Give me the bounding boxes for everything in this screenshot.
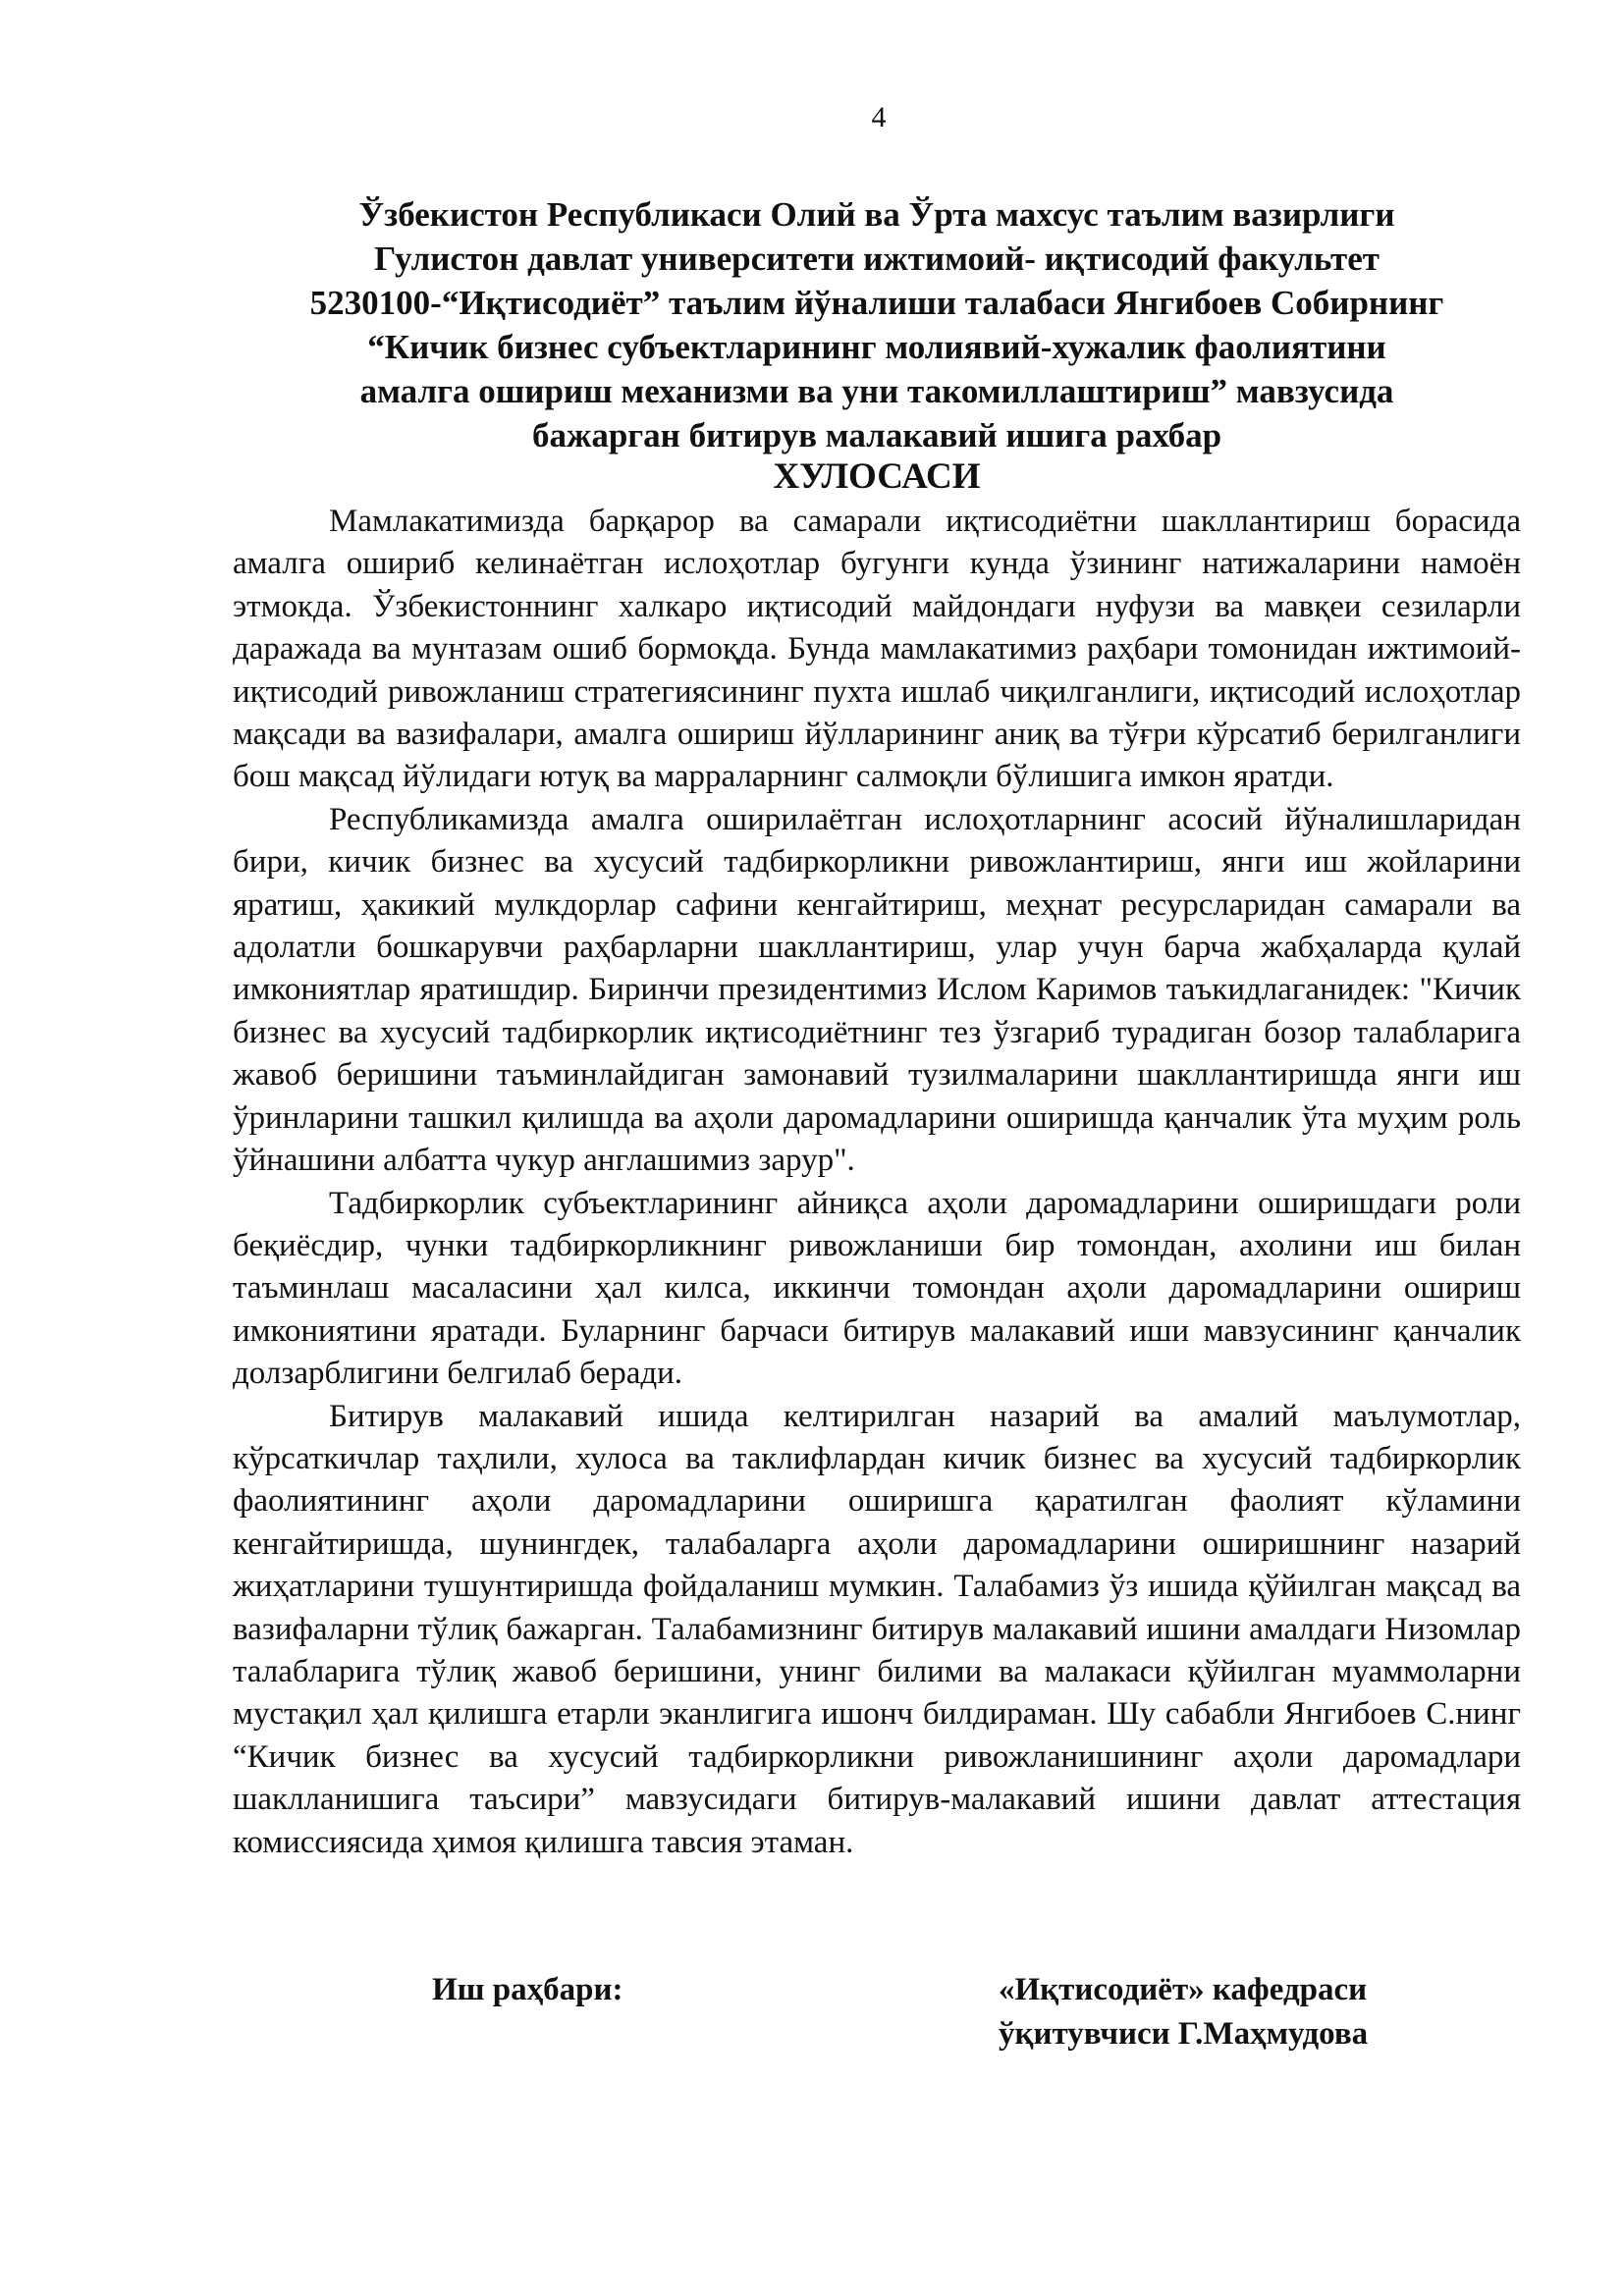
document-body [233,501,1521,1864]
signature-name: ўқитувчиси Г.Маҳмудова [999,2016,1369,2052]
header-student-line: 5230100-“Иқтисодиёт” таълим йўналиши талабаси Янгибоев Собирнинг [309,284,1444,322]
page-number: 4 [871,101,887,133]
signature-block [999,1968,1368,2056]
body-paragraph-2: Республикамизда амалга оширилаётган ислоҳотларнинг асосий йўналишларидан бири, кичик бизнес ва хусусий тадбиркорликни ривожлантириш, янги иш жойларини яратиш, ҳакикий мулкдорлар сафини кенгайтириш, меҳнат ресурсларидан самарали ва адолатли бошкарувчи раҳбарларни шакллантириш, улар учун барча жабҳаларда қулай имкониятлар яратишдир. Биринчи президентимиз Ислом Каримов таъкидлаганидек: "Кичик бизнес ва хусусий тадбиркорлик иқтисодиётнинг тез ўзгариб турадиган бозор талабларига жавоб беришини таъминлайдиган замонавий тузилмаларини шакллантиришда янги иш ўринларини ташкил қилишда ва аҳоли даромадларини оширишда қанчалик ўта муҳим роль ўйнашини албатта чукур англашимиз зарур". [233,801,1521,1179]
document-header [224,192,1530,497]
header-ministry-line: Ўзбекистон Республикаси Олий ва Ўрта махсус таълим вазирлиги [358,195,1395,234]
body-paragraph-3: Тадбиркорлик субъектларининг айниқса аҳоли даромадларини оширишдаги роли беқиёсдир, чунки тадбиркорликнинг ривожланиши бир томондан, ахолини иш билан таъминлаш масаласини ҳал килса, иккинчи томондан аҳоли даромадларини ошириш имкониятини яратади. Буларнинг барчаси битирув малакавий иши мавзусининг қанчалик долзарблигини белгилаб беради. [233,1185,1521,1392]
body-paragraph-1: Мамлакатимизда барқарор ва самарали иқтисодиётни шакллантириш борасида амалга ошириб келинаётган ислоҳотлар бугунги кунда ўзининг натижаларини намоён этмокда. Ўзбекистоннинг халкаро иқтисодий майдондаги нуфузи ва мавқеи сезиларли даражада ва мунтазам ошиб бормоқда. Бунда мамлакатимиз раҳбари томонидан ижтимоий-иқтисодий ривожланиш стратегиясининг пухта ишлаб чиқилганлиги, иқтисодий ислоҳотлар мақсади ва вазифалари, амалга ошириш йўлларининг аниқ ва тўғри кўрсатиб берилганлиги бош мақсад йўлидаги ютуқ ва марраларнинг салмоқли бўлишига имкон яратди. [233,504,1521,795]
header-topic-line-2: амалга ошириш механизми ва уни такомиллаштириш” мавзусида [359,372,1394,410]
body-paragraph-4: Битирув малакавий ишида келтирилган назарий ва амалий маълумотлар, кўрсаткичлар таҳлили, хулоса ва таклифлардан кичик бизнес ва хусусий тадбиркорлик фаолиятининг аҳоли даромадларини оширишга қаратилган фаолият кўламини кенгайтиришда, шунингдек, талабаларга аҳоли даромадларини оширишнинг назарий жиҳатларини тушунтиришда фойдаланиш мумкин. Талабамиз ўз ишида қўйилган мақсад ва вазифаларни тўлиқ бажарган. Талабамизнинг битирув малакавий ишини амалдаги Низомлар талабларига тўлиқ жавоб беришини, унинг билими ва малакаси қўйилган муаммоларни мустақил ҳал қилишга етарли эканлигига ишонч билдираман. Шу сабабли Янгибоев С.нинг “Кичик бизнес ва хусусий тадбиркорликни ривожланишининг аҳоли даромадлари шаклланишига таъсири” мавзусидаги битирув-малакавий ишини давлат аттестация комиссиясида ҳимоя қилишга тавсия этаман. [233,1398,1521,1860]
document-title: ХУЛОСАСИ [773,456,981,497]
signature-department: «Иқтисодиёт» кафедраси [999,1972,1368,2007]
header-supervisor-line: бажарган битирув малакавий ишига рахбар [531,416,1222,454]
signature-supervisor-label: Иш раҳбари: [432,1972,623,2007]
header-topic-line-1: “Кичик бизнес субъектларининг молиявий-хужалик фаолиятини [367,328,1386,366]
header-university-line: Гулистон давлат университети ижтимоий- иқтисодий факультет [374,240,1380,278]
